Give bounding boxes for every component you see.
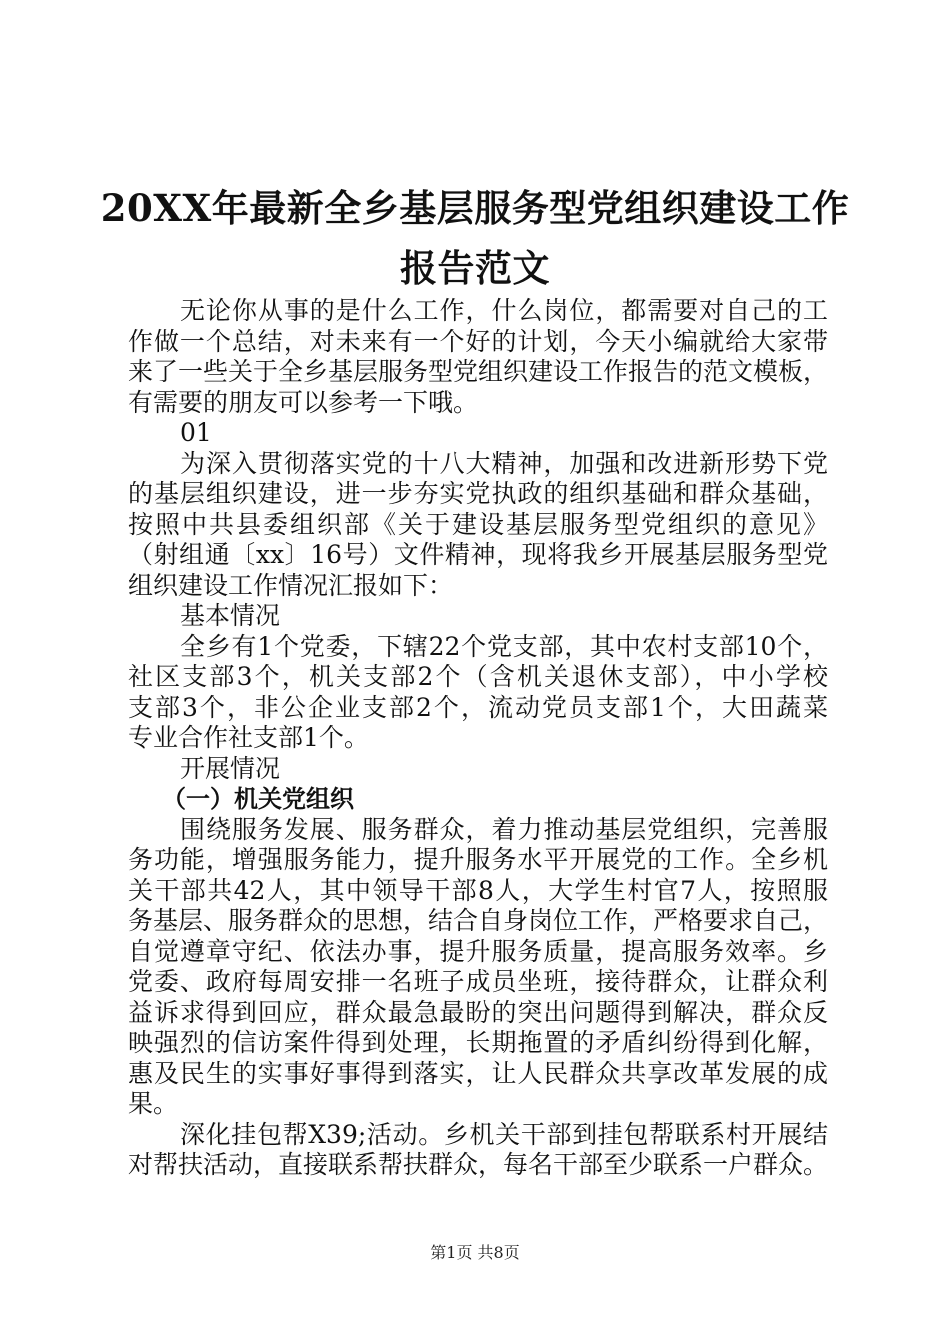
paragraph-line: 按照中共县委组织部《关于建设基层服务型党组织的意见》: [128, 509, 828, 539]
subsection-heading: （一）机关党组织: [162, 785, 354, 813]
section-number: 01: [180, 418, 212, 447]
paragraph-line: 专业合作社支部1个。: [128, 723, 369, 752]
document-title-line-1: 20XX年最新全乡基层服务型党组织建设工作: [100, 186, 850, 230]
paragraph-line: 党委、政府每周安排一名班子成员坐班，接待群众，让群众利: [128, 967, 828, 996]
section-heading: 开展情况: [180, 753, 281, 783]
paragraph-line: 作做一个总结，对未来有一个好的计划，今天小编就给大家带: [128, 326, 828, 356]
paragraph-line: 社区支部3个，机关支部2个（含机关退休支部），中小学校: [128, 662, 828, 691]
paragraph-line: 组织建设工作情况汇报如下：: [128, 570, 454, 600]
paragraph-line: 有需要的朋友可以参考一下哦。: [128, 387, 479, 417]
paragraph-line: 支部3个，非公企业支部2个，流动党员支部1个，大田蔬菜: [128, 692, 828, 722]
paragraph-line: 果。: [128, 1089, 179, 1118]
paragraph-line: 关干部共42人，其中领导干部8人，大学生村官7人，按照服: [128, 875, 828, 905]
paragraph-line: 务基层、服务群众的思想，结合自身岗位工作，严格要求自己，: [128, 906, 828, 935]
paragraph-line: 来了一些关于全乡基层服务型党组织建设工作报告的范文模板，: [128, 357, 828, 386]
paragraph-line: 务功能，增强服务能力，提升服务水平开展党的工作。全乡机: [128, 845, 828, 874]
document-body: [128, 296, 828, 1181]
paragraph-line: 的基层组织建设，进一步夯实党执政的组织基础和群众基础，: [128, 479, 828, 508]
paragraph-line: （射组通〔xx〕16号）文件精神，现将我乡开展基层服务型党: [128, 540, 828, 569]
page-footer: 第1页 共8页: [430, 1243, 520, 1262]
paragraph-line: 益诉求得到回应，群众最急最盼的突出问题得到解决，群众反: [128, 997, 828, 1027]
paragraph-line: 自觉遵章守纪、依法办事，提升服务质量，提高服务效率。乡: [128, 936, 828, 966]
paragraph-line: 对帮扶活动，直接联系帮扶群众，每名干部至少联系一户群众。: [128, 1150, 828, 1179]
paragraph-line: 无论你从事的是什么工作，什么岗位，都需要对自己的工: [180, 296, 828, 325]
paragraph-line: 围绕服务发展、服务群众，着力推动基层党组织，完善服: [180, 814, 828, 844]
paragraph-line: 惠及民生的实事好事得到落实，让人民群众共享改革发展的成: [128, 1058, 828, 1088]
document-title-line-2: 报告范文: [400, 246, 550, 290]
paragraph-line: 映强烈的信访案件得到处理，长期拖置的矛盾纠纷得到化解，: [128, 1028, 828, 1057]
paragraph-line: 为深入贯彻落实党的十八大精神，加强和改进新形势下党: [180, 448, 828, 478]
section-heading: 基本情况: [180, 601, 281, 630]
paragraph-line: 深化挂包帮X39;活动。乡机关干部到挂包帮联系村开展结: [180, 1119, 828, 1149]
paragraph-line: 全乡有1个党委，下辖22个党支部，其中农村支部10个，: [180, 631, 828, 661]
